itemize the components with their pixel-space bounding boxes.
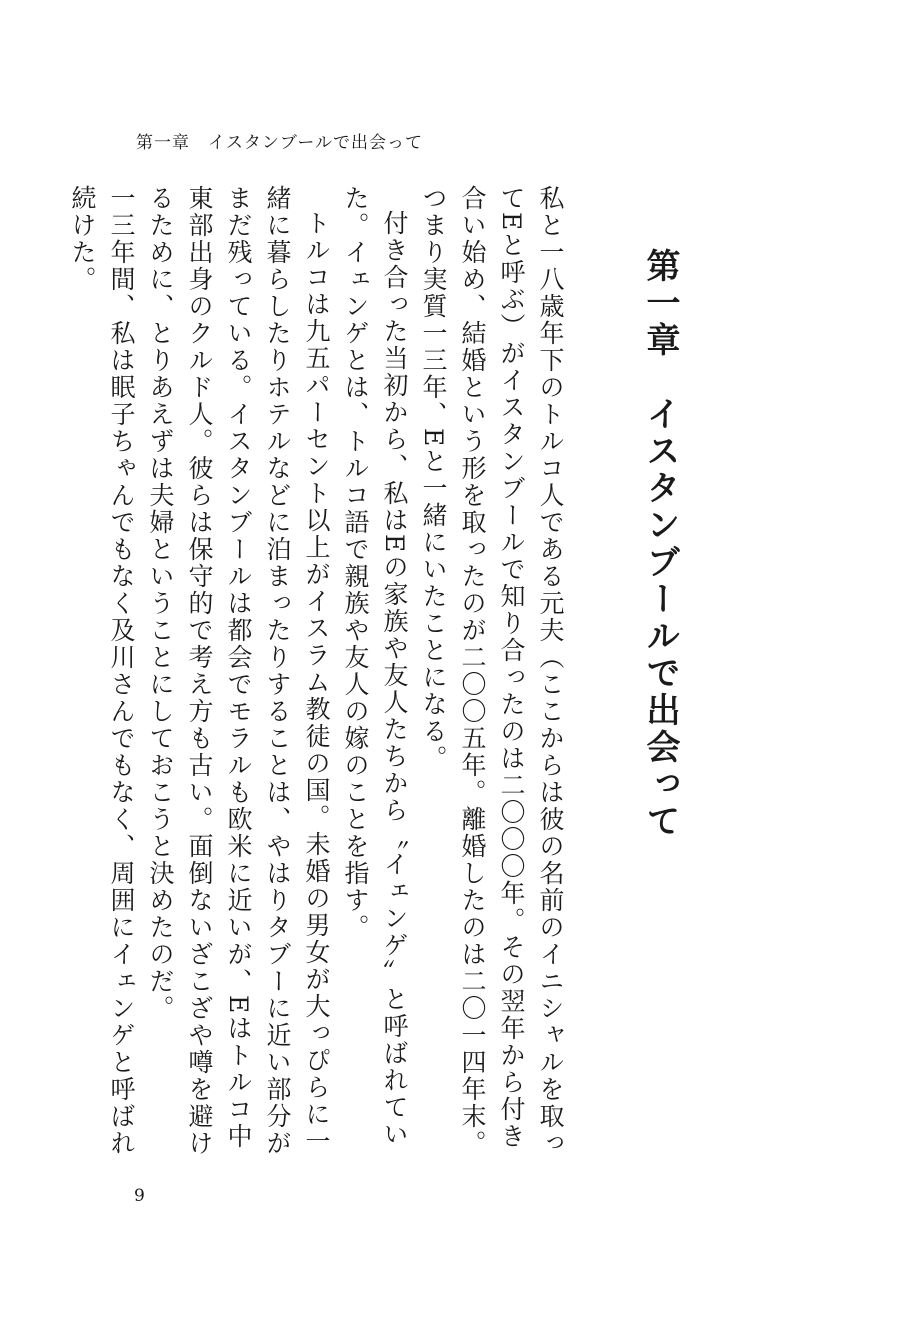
- paragraph-2: 付き合った当初から、私はEの家族や友人たちから〝イェンゲ〟と呼ばれていた。イェンゲとは、トルコ語で親族や友人の嫁のことを指す。: [341, 185, 409, 1149]
- page-number: 9: [134, 1186, 145, 1206]
- paragraph-4: 一三年間、私は眠子ちゃんでもなく及川さんでもなく、周囲にイェンゲと呼ばれ続けた。: [68, 185, 136, 1157]
- paragraph-3: トルコは九五パーセント以上がイスラム教徒の国。未婚の男女が大っぴらに一緒に暮らしたりホテルなどに泊まったりすることは、やはりタブーに近い部分がまだ残っている。イスタンブールは都会でモラルも欧米に近いが、Eはトルコ中東部出身のクルド人。彼らは保守的で考え方も古い。面倒ないざこざや噂を避けるために、とりあえずは夫婦ということにしておこうと決めたのだ。: [146, 185, 331, 1157]
- running-head: 第一章 イスタンブールで出会って: [136, 133, 423, 153]
- chapter-title: 第一章 イスタンブールで出会って: [640, 248, 680, 840]
- paragraph-1: 私と一八歳年下のトルコ人である元夫（ここからは彼の名前のイニシャルを取ってEと呼ぶ）がイスタンブールで知り合ったのは二〇〇〇年。その翌年から付き合い始め、結婚という形を取ったのが二〇〇五年。離婚したのは二〇一四年末。つまり実質一三年、Eと一緒にいたことになる。: [419, 185, 565, 1157]
- body-text: [68, 185, 570, 1175]
